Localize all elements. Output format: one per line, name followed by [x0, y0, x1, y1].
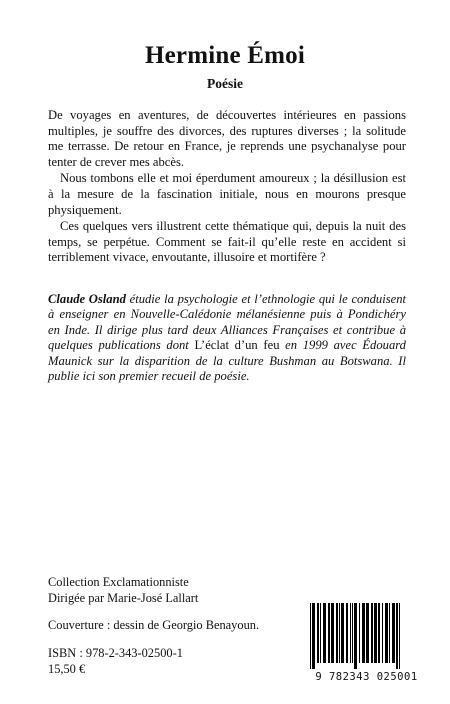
- barcode-bars: [306, 601, 427, 671]
- price: 15,50 €: [48, 661, 86, 676]
- barcode-bar: [352, 603, 353, 663]
- barcode-bar: [350, 603, 351, 663]
- barcode-bar: [396, 603, 398, 669]
- barcode-bar: [312, 603, 315, 669]
- barcode-bar: [336, 603, 338, 663]
- barcode-bar: [366, 603, 369, 663]
- author-name: Claude Osland: [48, 292, 126, 306]
- barcode-bar: [399, 603, 400, 669]
- isbn-price-block: [48, 646, 183, 677]
- barcode-bar: [317, 603, 319, 663]
- barcode-bar: [339, 603, 340, 663]
- barcode-bar: [331, 603, 334, 663]
- book-title: Hermine Émoi: [144, 42, 305, 69]
- author-bio: [48, 292, 406, 384]
- barcode-bar: [371, 603, 373, 663]
- barcode-bar: [382, 603, 383, 663]
- summary-paragraph: De voyages en aventures, de découvertes intérieures en passions multiples, je souffre des divorces, des ruptures diverses ; la solitude me terrasse. De retour en France, je reprends une psychanalyse pour tenter de crever mes abcès.: [48, 108, 406, 169]
- back-cover-summary: [48, 108, 406, 267]
- isbn: ISBN : 978-2-343-02500-1: [48, 646, 183, 660]
- barcode-bar: [378, 603, 380, 663]
- summary-paragraph: Ces quelques vers illustrent cette thématique qui, depuis la nuit des temps, se perpétue. Comment se fait-il qu’elle reste en accident si terriblement vivace, envoutante, illusoire et mortifère ?: [48, 219, 406, 265]
- barcode-bar: [392, 603, 395, 663]
- barcode-bar: [328, 603, 330, 663]
- barcode-bar: [362, 603, 365, 663]
- barcode-bar: [320, 603, 321, 663]
- barcode: [306, 601, 427, 683]
- collection-director: Dirigée par Marie-José Lallart: [48, 590, 199, 605]
- barcode-bar: [354, 603, 357, 669]
- barcode-bar: [389, 603, 390, 663]
- collection-name: Collection Exclamationniste: [48, 575, 189, 589]
- barcode-bar: [310, 603, 311, 669]
- bio-text: en 1999 avec Édouard Maunick sur la disparition de la culture Bushman au Botswana. Il publie ici son premier recueil de poésie.: [48, 338, 406, 384]
- barcode-bar: [346, 603, 348, 663]
- barcode-bar: [374, 603, 377, 663]
- barcode-bar: [341, 603, 344, 663]
- collection-info: [48, 575, 198, 606]
- barcode-bar: [359, 603, 360, 663]
- bio-text: étudie la psychologie et l’ethnologie qui le conduisent à enseigner en Nouvelle-Calédonie mélanésienne puis à Pondichéry en Inde. Il dirige plus tard deux Alliances Françaises et contribue à quelques publications dont: [48, 292, 407, 353]
- barcode-bar: [385, 603, 388, 663]
- summary-paragraph: Nous tombons elle et moi éperdument amoureux ; la désillusion est à la mesure de la fascination initiale, nous en mourons presque physiquement.: [48, 171, 406, 217]
- barcode-bar: [323, 603, 326, 663]
- book-genre: Poésie: [207, 76, 243, 91]
- barcode-digits: 9 782343 025001: [315, 671, 418, 683]
- cover-credit: Couverture : dessin de Georgio Benayoun.: [48, 618, 260, 632]
- cited-book-title: L’éclat d’un feu: [194, 338, 280, 353]
